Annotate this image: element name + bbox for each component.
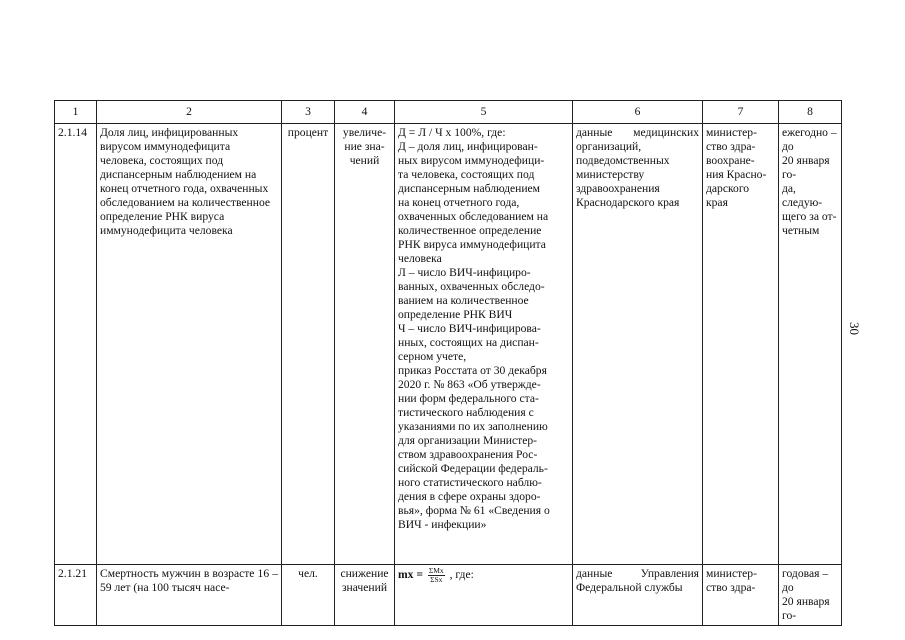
formula-fraction [428,567,445,584]
responsible: министер- ство здра- воохране- ния Красно- дарского края [703,124,779,565]
header-cell: 2 [97,101,282,124]
indicator-table [54,100,842,626]
data-source: данные медицинских организаций, подведомственных министерству здравоохранения Краснодарского края [573,124,703,565]
direction: увеличе- ние зна- чений [335,124,395,565]
formula-tail: , где: [449,568,474,582]
header-cell: 8 [779,101,842,124]
table-row [55,565,842,626]
unit: чел. [282,565,335,626]
responsible: министер- ство здра- [703,565,779,626]
formula-lhs: mx = [398,568,423,582]
table-row [55,124,842,565]
header-cell: 7 [703,101,779,124]
direction: снижение значений [335,565,395,626]
row-number: 2.1.14 [55,124,97,565]
header-cell: 6 [573,101,703,124]
data-source: данные Управления Федеральной службы [573,565,703,626]
page-number: 30 [847,322,862,335]
row-number: 2.1.21 [55,565,97,626]
header-cell: 1 [55,101,97,124]
period: ежегодно – до 20 января го- да, следую- щего за от- четным [779,124,842,565]
period: годовая – до 20 января го- [779,565,842,626]
formula-denominator: ΣSx [430,575,443,584]
header-row [55,101,842,124]
indicator-name: Смертность мужчин в возрасте 16 – 59 лет (на 100 тысяч насе- [97,565,282,626]
unit: процент [282,124,335,565]
calculation-method: Д = Л / Ч x 100%, где: Д – доля лиц, инфицирован- ных вирусом иммунодефици- та человека, состоящих под диспансерным наблюдением на конец отчетного года, охваченных обследованием на количественное определение РНК вируса иммунодефицита человека Л – число ВИЧ-инфициро- ванных, охваченных обследо- ванием на количественное определение РНК ВИЧ Ч – число ВИЧ-инфицирова- нных, состоящих на диспан- серном учете, приказ Росстата от 30 декабря 2020 г. № 863 «Об утвержде- нии форм федерального ста- тистического наблюдения с указаниями по их заполнению для организации Министер- ством здравоохранения Рос- сийской Федерации федераль- ного статистического наблю- дения в сфере охраны здоро- вья», форма № 61 «Сведения о ВИЧ - инфекции» [395,124,573,565]
header-cell: 4 [335,101,395,124]
header-cell: 3 [282,101,335,124]
calculation-method [395,565,573,626]
indicator-name: Доля лиц, инфицированных вирусом иммунодефицита человека, состоящих под диспансерным наблюдением на конец отчетного года, охваченных обследованием на количественное определение РНК вируса иммунодефицита человека [97,124,282,565]
formula-numerator: ΣMx [428,566,444,575]
header-cell: 5 [395,101,573,124]
